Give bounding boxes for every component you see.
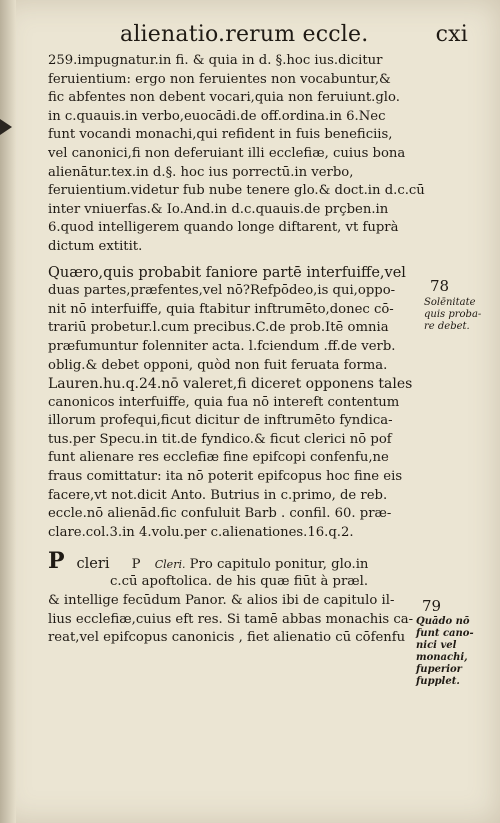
- text-line: illorum profequi,ficut dicitur de inftrumēto fyndica-: [48, 413, 393, 429]
- text-line: funt vocandi monachi,qui refident in fuis beneficiis,: [48, 127, 393, 143]
- text-line: 6.quod intelligerem quando longe diftarent, vt fuprà: [48, 220, 399, 236]
- marginal-number: 78: [430, 277, 450, 295]
- text-line: fic abfentes non debent vocari,quia non feruiunt.glo.: [48, 90, 400, 106]
- text-line: Lauren.hu.q.24.nō valeret,fi diceret opponens tales: [48, 376, 413, 393]
- handwritten-insert: Cleri.: [154, 558, 186, 572]
- main-text-block: [48, 52, 428, 648]
- marginal-note: Quādo nō funt cano- nici vel monachi, fuperior fupplet.: [416, 616, 474, 687]
- page-pointer-marker: [0, 119, 12, 135]
- initial-word: cleri: [76, 556, 110, 573]
- text-line: dictum extitit.: [48, 238, 143, 254]
- text-line: vel canonici,fi non deferuiant illi ecclefiæ, cuius bona: [48, 145, 406, 161]
- text-line: Quæro,quis probabit faniore partē interfuiffe,vel: [48, 264, 406, 281]
- text-line: & intellige fecūdum Panor. & alios ibi de capitulo il-: [48, 593, 395, 609]
- marginal-note: Solēnitate quis proba- re debet.: [424, 297, 482, 332]
- text-line: præfumuntur folenniter acta. l.fciendum .ff.de verb.: [48, 338, 396, 354]
- text-line: feruientium: ergo non feruientes non vocabuntur,&: [48, 71, 391, 87]
- text-line: duas partes,præfentes,vel nō?Refpōdeo,is qui,oppo-: [48, 283, 396, 299]
- text-line: fraus comittatur: ita nō poterit epifcopus hoc fine eis: [48, 469, 403, 485]
- text-line: eccle.nō alienād.fic confuluit Barb . confil. 60. præ-: [48, 506, 392, 522]
- text-line: c.cū apoftolica. de his quæ fiūt à præl.: [110, 574, 369, 590]
- text-line: oblig.& debet opponi, quòd non fuit feruata forma.: [48, 357, 388, 373]
- text-line-initial: [48, 549, 428, 573]
- text-line: canonicos interfuiffe, quia fua nō intereft contentum: [48, 394, 400, 410]
- small-p: P: [131, 557, 141, 573]
- text-line: funt alienare res ecclefiæ fine epifcopi confenfu,ne: [48, 450, 389, 466]
- section-initial: P: [48, 548, 65, 575]
- text-line: tus.per Specu.in tit.de fyndico.& ficut clerici nō pof: [48, 431, 392, 447]
- text-line: clare.col.3.in 4.volu.per c.alienationes.16.q.2.: [48, 524, 354, 540]
- running-header: [120, 22, 468, 47]
- text-line: reat,vel epifcopus canonicis , fiet alienatio cū cōfenfu: [48, 630, 406, 646]
- text-line: nit nō interfuiffe, quia ftabitur inftrumēto,donec cō-: [48, 301, 394, 317]
- folio-number: cxi: [435, 22, 468, 47]
- text-line: in c.quauis.in verbo,euocādi.de off.ordina.in 6.Nec: [48, 108, 386, 124]
- text-line: lius ecclefiæ,cuius eft res. Si tamē abbas monachis ca-: [48, 611, 414, 627]
- running-title: alienatio.rerum eccle.: [120, 22, 369, 47]
- text-line: alienātur.tex.in d.§. hoc ius porrectū.in verbo, feruientium.videtur fub nube tenere glo.& doct.in d.c.cū: [48, 164, 425, 199]
- text-line: trariū probetur.l.cum precibus.C.de prob.Itē omnia: [48, 320, 389, 336]
- text-segment: Pro capitulo ponitur, glo.in: [189, 557, 369, 573]
- text-line: 259.impugnatur.in fi. & quia in d. §.hoc ius.dicitur: [48, 53, 383, 68]
- text-line: inter vniuerfas.& Io.And.in d.c.quauis.de prçben.in: [48, 201, 389, 217]
- marginal-number: 79: [422, 597, 442, 615]
- text-line: facere,vt not.dicit Anto. Butrius in c.primo, de reb.: [48, 487, 388, 503]
